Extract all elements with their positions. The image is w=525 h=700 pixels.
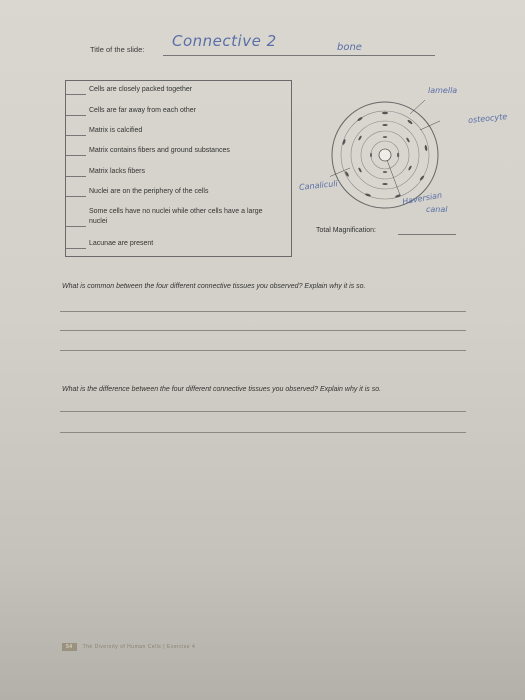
checklist-blank[interactable] — [66, 155, 86, 156]
checklist-item: Cells are closely packed together — [66, 85, 192, 95]
label-canaliculi: Canaliculi — [298, 178, 339, 193]
footer-text: The Diversity of Human Cells | Exercise 4 — [82, 644, 196, 650]
total-magnification-label: Total Magnification: — [316, 227, 376, 234]
checklist-blank[interactable] — [66, 248, 86, 249]
label-lamella: lamella — [428, 86, 458, 95]
checklist-item: Matrix lacks fibers — [66, 167, 145, 177]
page-number: 54 — [62, 643, 77, 651]
total-magnification-line[interactable] — [398, 234, 456, 235]
answer-line[interactable] — [60, 411, 466, 412]
checklist-item: Cells are far away from each other — [66, 106, 196, 116]
title-answer-line — [163, 55, 435, 56]
answer-line[interactable] — [60, 330, 466, 331]
checklist-item: Lacunae are present — [66, 239, 153, 249]
answer-line[interactable] — [60, 311, 466, 312]
answer-line[interactable] — [60, 350, 466, 351]
question-2: What is the difference between the four different connective tissues you observed? Explain why it is so. — [62, 386, 382, 393]
title-label: Title of the slide: — [90, 45, 145, 54]
checklist-item: Some cells have no nuclei while other cells have a large nuclei — [66, 207, 269, 227]
page-footer — [62, 643, 195, 651]
checklist-blank[interactable] — [66, 135, 86, 136]
handwritten-bone: bone — [337, 42, 362, 53]
checklist-item: Matrix is calcified — [66, 126, 142, 136]
label-haversian: Haversian — [401, 190, 443, 207]
checklist-blank[interactable] — [66, 94, 86, 95]
checklist-blank[interactable] — [66, 196, 86, 197]
checklist-blank[interactable] — [66, 115, 86, 116]
question-1: What is common between the four different connective tissues you observed? Explain why it is so. — [62, 283, 366, 290]
checklist-item: Matrix contains fibers and ground substances — [66, 146, 230, 156]
characteristics-checklist — [65, 80, 292, 257]
checklist-blank[interactable] — [66, 226, 86, 227]
label-osteocyte: osteocyte — [467, 111, 508, 126]
checklist-blank[interactable] — [66, 176, 86, 177]
handwritten-title: Connective 2 — [172, 32, 277, 50]
label-canal: canal — [426, 205, 448, 214]
haversian-canal-shape — [379, 149, 391, 161]
checklist-item: Nuclei are on the periphery of the cells — [66, 187, 208, 197]
answer-line[interactable] — [60, 432, 466, 433]
